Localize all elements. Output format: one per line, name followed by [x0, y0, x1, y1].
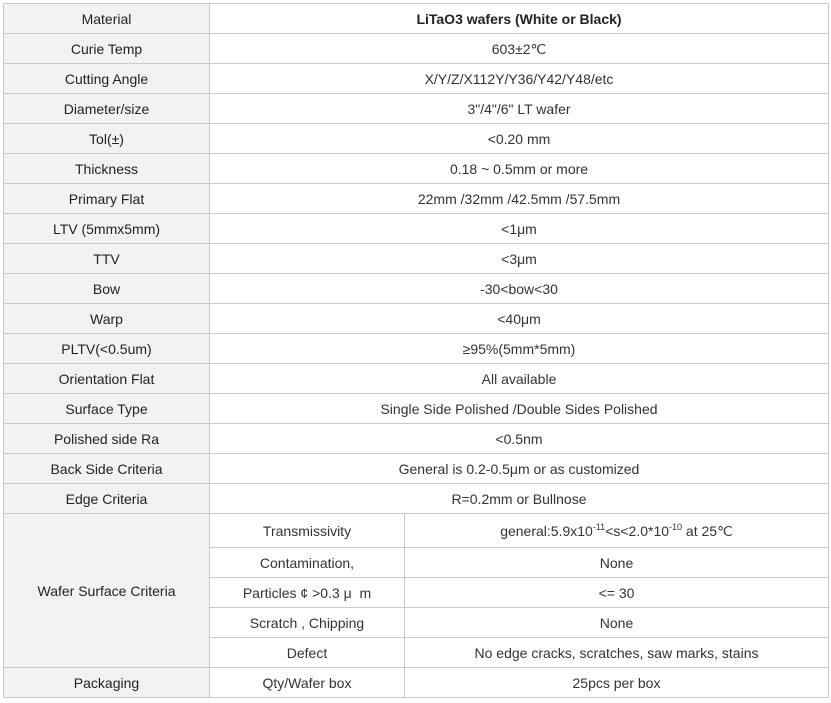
row-label: Primary Flat [4, 184, 210, 214]
table-row [4, 4, 829, 34]
row-value: 22mm /32mm /42.5mm /57.5mm [210, 184, 829, 214]
row-value: <3μm [210, 244, 829, 274]
row-value: Single Side Polished /Double Sides Polished [210, 394, 829, 424]
row-value: General is 0.2-0.5μm or as customized [210, 454, 829, 484]
row-label: Tol(±) [4, 124, 210, 154]
row-label: Surface Type [4, 394, 210, 424]
row-label: TTV [4, 244, 210, 274]
table-row [4, 244, 829, 274]
transmissivity-value [405, 514, 829, 548]
table-row [4, 394, 829, 424]
transmissivity-exponent-2: -10 [669, 521, 683, 532]
table-row [4, 124, 829, 154]
table-row [4, 668, 829, 698]
row-label: Bow [4, 274, 210, 304]
row-label: Back Side Criteria [4, 454, 210, 484]
row-label: Thickness [4, 154, 210, 184]
row-value: 603±2℃ [210, 34, 829, 64]
row-label: Edge Criteria [4, 484, 210, 514]
transmissivity-base-1: general:5.9x10 [500, 522, 593, 539]
row-value: ≥95%(5mm*5mm) [210, 334, 829, 364]
row-label: Cutting Angle [4, 64, 210, 94]
table-row [4, 514, 829, 548]
row-label: Warp [4, 304, 210, 334]
packaging-sub-label: Qty/Wafer box [210, 668, 405, 698]
row-label: Material [4, 4, 210, 34]
row-label: LTV (5mmx5mm) [4, 214, 210, 244]
table-row [4, 214, 829, 244]
table-row [4, 94, 829, 124]
packaging-label: Packaging [4, 668, 210, 698]
sub-label: Particles ¢ >0.3 μ m [210, 578, 405, 608]
row-value: <0.20 mm [210, 124, 829, 154]
table-row [4, 154, 829, 184]
row-value: X/Y/Z/X112Y/Y36/Y42/Y48/etc [210, 64, 829, 94]
table-row [4, 364, 829, 394]
row-value: All available [210, 364, 829, 394]
transmissivity-label: Transmissivity [210, 514, 405, 548]
row-value: 3"/4"/6" LT wafer [210, 94, 829, 124]
row-label: PLTV(<0.5um) [4, 334, 210, 364]
wafer-surface-criteria-label: Wafer Surface Criteria [4, 514, 210, 668]
transmissivity-condition: at 25℃ [682, 522, 733, 539]
row-value: R=0.2mm or Bullnose [210, 484, 829, 514]
row-value: <40μm [210, 304, 829, 334]
sub-value: <= 30 [405, 578, 829, 608]
sub-value: None [405, 608, 829, 638]
row-label: Orientation Flat [4, 364, 210, 394]
table-row [4, 484, 829, 514]
table-row [4, 34, 829, 64]
sub-label: Scratch , Chipping [210, 608, 405, 638]
transmissivity-exponent-1: -11 [592, 521, 606, 532]
row-value: <1μm [210, 214, 829, 244]
row-label: Diameter/size [4, 94, 210, 124]
table-row [4, 424, 829, 454]
row-value: LiTaO3 wafers (White or Black) [210, 4, 829, 34]
table-row [4, 274, 829, 304]
table-row [4, 304, 829, 334]
sub-value: No edge cracks, scratches, saw marks, stains [405, 638, 829, 668]
packaging-value: 25pcs per box [405, 668, 829, 698]
table-row [4, 64, 829, 94]
sub-label: Contamination, [210, 548, 405, 578]
row-label: Curie Temp [4, 34, 210, 64]
sub-value: None [405, 548, 829, 578]
table-row [4, 334, 829, 364]
row-label: Polished side Ra [4, 424, 210, 454]
transmissivity-base-2: <s<2.0*10 [605, 522, 670, 539]
row-value: <0.5nm [210, 424, 829, 454]
table-row [4, 454, 829, 484]
table-row [4, 184, 829, 214]
row-value: 0.18 ~ 0.5mm or more [210, 154, 829, 184]
row-value: -30<bow<30 [210, 274, 829, 304]
specification-table [3, 3, 829, 698]
sub-label: Defect [210, 638, 405, 668]
